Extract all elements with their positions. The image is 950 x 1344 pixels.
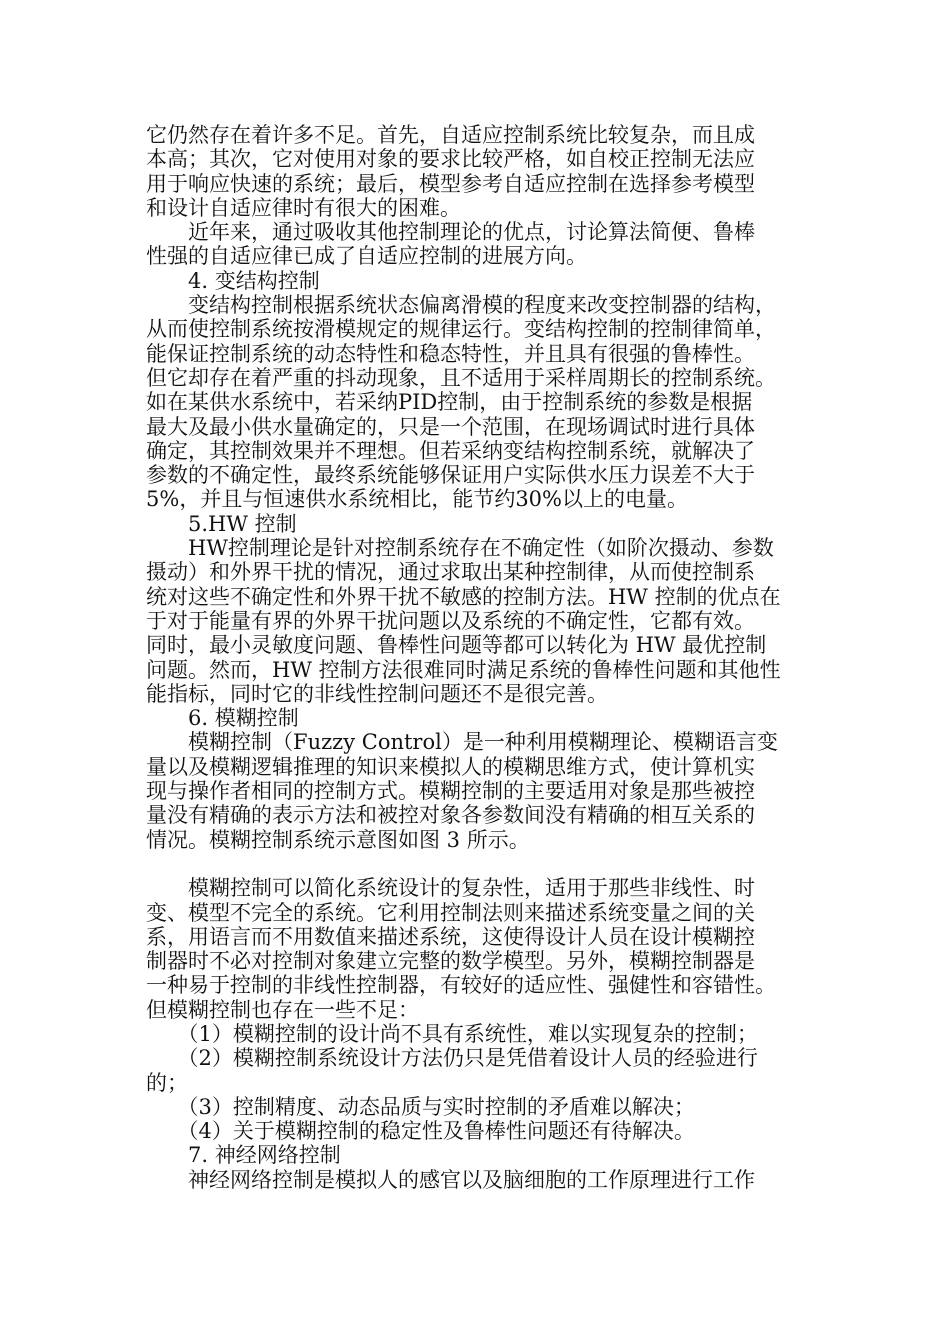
text-line: 的； xyxy=(146,1070,188,1095)
text-line: 制器时不必对控制对象建立完整的数学模型。另外，模糊控制器是 xyxy=(146,949,755,974)
text-line: 问题。然而，HW 控制方法很难同时满足系统的鲁棒性问题和其他性 xyxy=(146,657,781,682)
text-line: 用于响应快速的系统；最后，模型参考自适应控制在选择参考模型 xyxy=(146,171,755,196)
text-line: 量以及模糊逻辑推理的知识来模拟人的模糊思维方式，使计算机实 xyxy=(146,754,755,779)
text-line: 最大及最小供水量确定的，只是一个范围，在现场调试时进行具体 xyxy=(146,414,755,439)
list-item: （1）模糊控制的设计尚不具有系统性，难以实现复杂的控制； xyxy=(146,1021,758,1046)
text-line: 但它却存在着严重的抖动现象，且不适用于采样周期长的控制系统。 xyxy=(146,365,776,390)
text-line: 情况。模糊控制系统示意图如图 3 所示。 xyxy=(146,827,530,852)
text-line: 性强的自适应律已成了自适应控制的进展方向。 xyxy=(146,244,587,269)
document-body-text xyxy=(146,123,806,1192)
text-line: 本高；其次，它对使用对象的要求比较严格，如自校正控制无法应 xyxy=(146,147,755,172)
blank-line xyxy=(146,852,806,876)
section-heading: 7. 神经网络控制 xyxy=(146,1143,341,1168)
text-line: 模糊控制（Fuzzy Control）是一种利用模糊理论、模糊语言变 xyxy=(146,730,778,755)
text-line: 一种易于控制的非线性控制器，有较好的适应性、强健性和容错性。 xyxy=(146,973,776,998)
text-line: 变结构控制根据系统状态偏离滑模的程度来改变控制器的结构， xyxy=(146,293,776,318)
text-line: 变、模型不完全的系统。它利用控制法则来描述系统变量之间的关 xyxy=(146,900,755,925)
text-line: 神经网络控制是模拟人的感官以及脑细胞的工作原理进行工作 xyxy=(146,1167,755,1192)
text-line: 从而使控制系统按滑模规定的规律运行。变结构控制的控制律简单， xyxy=(146,317,776,342)
text-line: 同时，最小灵敏度问题、鲁棒性问题等都可以转化为 HW 最优控制 xyxy=(146,633,767,658)
list-item: （2）模糊控制系统设计方法仍只是凭借着设计人员的经验进行 xyxy=(146,1046,758,1071)
text-line: 参数的不确定性，最终系统能够保证用户实际供水压力误差不大于 xyxy=(146,463,755,488)
section-heading: 6. 模糊控制 xyxy=(146,706,299,731)
text-line: 如在某供水系统中，若采纳PID控制，由于控制系统的参数是根据 xyxy=(146,390,753,415)
text-line: 系，用语言而不用数值来描述系统，这使得设计人员在设计模糊控 xyxy=(146,924,755,949)
text-line: 能保证控制系统的动态特性和稳态特性，并且具有很强的鲁棒性。 xyxy=(146,341,755,366)
text-line: 确定，其控制效果并不理想。但若采纳变结构控制系统，就解决了 xyxy=(146,438,755,463)
list-item: （3）控制精度、动态品质与实时控制的矛盾难以解决； xyxy=(146,1094,695,1119)
text-line: 和设计自适应律时有很大的困难。 xyxy=(146,195,461,220)
text-line: 于对于能量有界的外界干扰问题以及系统的不确定性，它都有效。 xyxy=(146,608,755,633)
section-heading: 5.HW 控制 xyxy=(146,511,297,536)
text-line: 但模糊控制也存在一些不足： xyxy=(146,997,419,1022)
text-line: 量没有精确的表示方法和被控对象各参数间没有精确的相互关系的 xyxy=(146,803,755,828)
text-line: 摄动）和外界干扰的情况，通过求取出某种控制律，从而使控制系 xyxy=(146,560,755,585)
section-heading: 4. 变结构控制 xyxy=(146,268,320,293)
text-line: 模糊控制可以简化系统设计的复杂性，适用于那些非线性、时 xyxy=(146,876,755,901)
text-line: 统对这些不确定性和外界干扰不敏感的控制方法。HW 控制的优点在 xyxy=(146,584,781,609)
text-line: 它仍然存在着许多不足。首先，自适应控制系统比较复杂，而且成 xyxy=(146,123,755,147)
list-item: （4）关于模糊控制的稳定性及鲁棒性问题还有待解决。 xyxy=(146,1119,695,1144)
text-line: 现与操作者相同的控制方式。模糊控制的主要适用对象是那些被控 xyxy=(146,779,755,804)
text-line: HW控制理论是针对控制系统存在不确定性（如阶次摄动、参数 xyxy=(146,536,774,561)
text-line: 近年来，通过吸收其他控制理论的优点，讨论算法简便、鲁棒 xyxy=(146,220,755,245)
text-line: 能指标，同时它的非线性控制问题还不是很完善。 xyxy=(146,681,608,706)
text-line: 5%，并且与恒速供水系统相比，能节约30%以上的电量。 xyxy=(146,487,688,512)
